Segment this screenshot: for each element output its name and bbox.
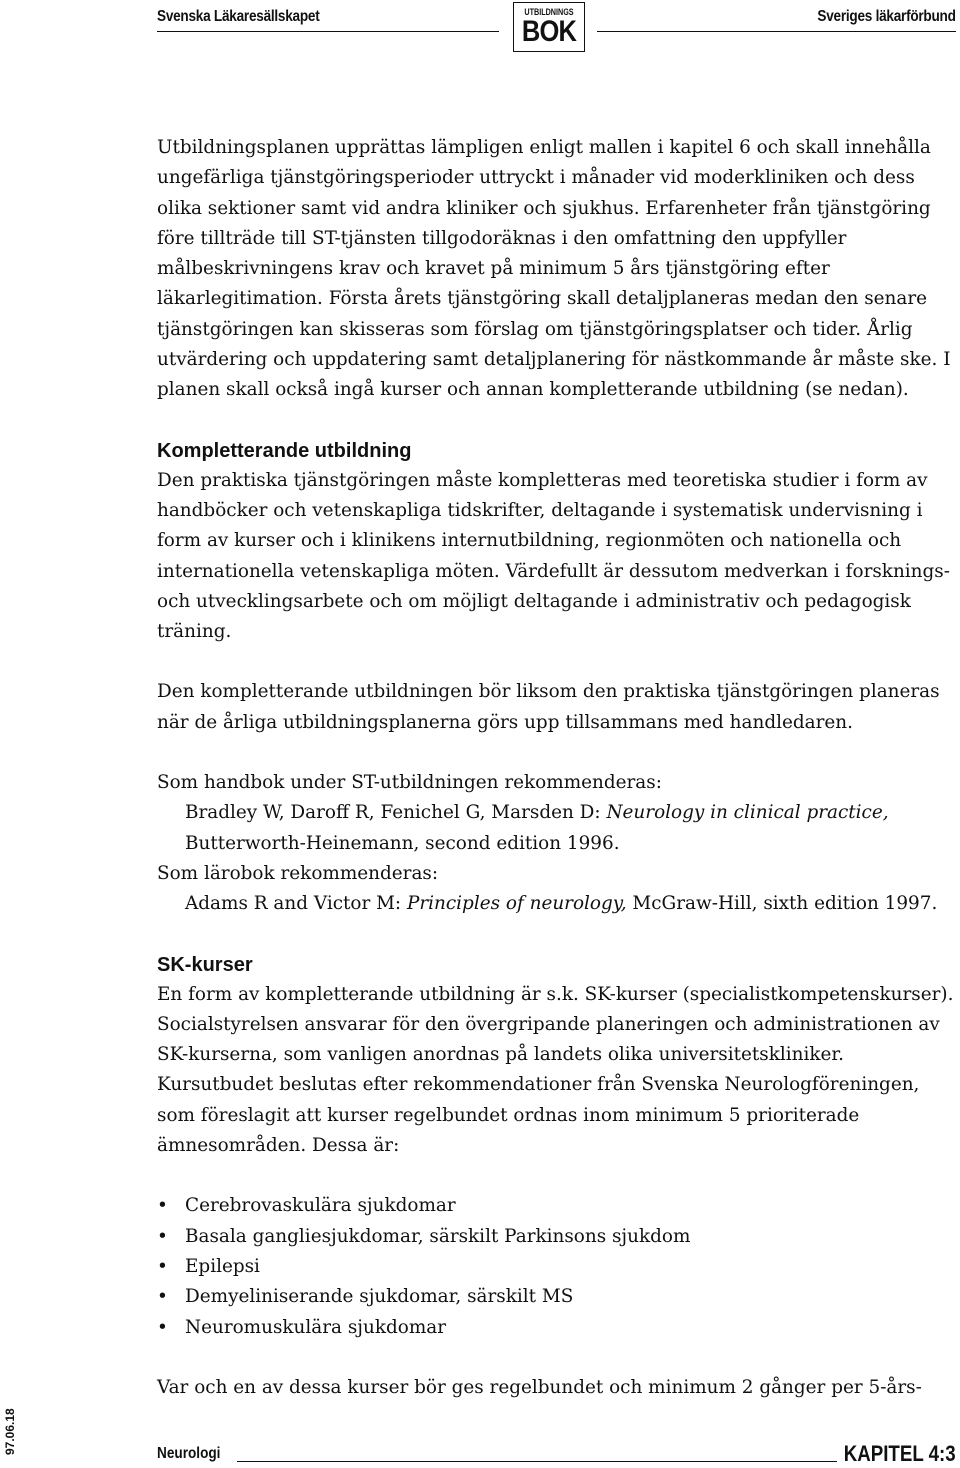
closing-paragraph: Var och en av dessa kurser bör ges regelbundet och minimum 2 gånger per 5-års- bbox=[157, 1376, 922, 1398]
list-item: • Neuromuskulära sjukdomar bbox=[157, 1313, 957, 1343]
list-item: • Demyeliniserande sjukdomar, särskilt MS bbox=[157, 1282, 957, 1312]
section1-paragraph2: Den kompletterande utbildningen bör liksom den praktiska tjänstgöringen planeras när de årliga utbildningsplanerna görs upp tillsammans med handledaren. bbox=[157, 681, 940, 733]
handbook-authors: Bradley W, Daroff R, Fenichel G, Marsden D: bbox=[185, 802, 607, 824]
page-content bbox=[157, 133, 957, 1403]
logo-main-text: BOK bbox=[521, 15, 577, 48]
list-item: • Epilepsi bbox=[157, 1252, 957, 1282]
handbook-publisher: Butterworth-Heinemann, second edition 1996. bbox=[185, 832, 620, 854]
handbook-label: Som handbok under ST-utbildningen rekommenderas: bbox=[157, 772, 662, 794]
footer-rule bbox=[237, 1461, 837, 1462]
section1-paragraph1: Den praktiska tjänstgöringen måste kompletteras med teoretiska studier i form av handböcker och vetenskapliga tidskrifter, deltagande i systematisk undervisning i form av kurser och i klinikens internutbildning, regionmöten och nationella och internationella vetenskapliga möten. Värdefullt är dessutom medverkan i forsknings- och utvecklingsarbete och om möjligt deltagande i administrativ och pedagogisk träning. bbox=[157, 469, 950, 643]
footer-date: 97.06.18 bbox=[3, 1408, 17, 1455]
header-rule-left bbox=[157, 31, 499, 32]
header-left-org: Svenska Läkaresällskapet bbox=[157, 8, 320, 25]
section-heading-kompletterande: Kompletterande utbildning bbox=[157, 439, 412, 462]
textbook-authors: Adams R and Victor M: bbox=[185, 893, 407, 915]
header-right-org: Sveriges läkarförbund bbox=[817, 8, 956, 25]
textbook-reference bbox=[157, 889, 957, 919]
handbook-reference bbox=[157, 798, 957, 828]
utbildningsbok-logo bbox=[513, 2, 585, 52]
footer-subject: Neurologi bbox=[157, 1445, 221, 1462]
header-rule-right bbox=[597, 31, 956, 32]
footer-chapter: KAPITEL 4:3 bbox=[844, 1441, 956, 1466]
priority-areas-list bbox=[157, 1191, 957, 1342]
textbook-publisher: McGraw-Hill, sixth edition 1997. bbox=[626, 893, 938, 915]
section2-paragraph1: En form av kompletterande utbildning är s.k. SK-kurser (specialistkompetenskurser). Socialstyrelsen ansvarar för den övergripande planeringen och administrationen av SK-kurserna, som vanligen anordnas på landets olika universitetskliniker. Kursutbudet beslutas efter rekommendationer från Svenska Neurologföreningen, som föreslagit att kurser regelbundet ordnas inom minimum 5 prioriterade ämnesområden. Dessa är: bbox=[157, 983, 954, 1157]
logo-top-text: UTBILDNINGS bbox=[524, 7, 574, 17]
textbook-title: Principles of neurology, bbox=[406, 893, 627, 915]
list-item: • Basala gangliesjukdomar, särskilt Parkinsons sjukdom bbox=[157, 1222, 957, 1252]
intro-paragraph: Utbildningsplanen upprättas lämpligen enligt mallen i kapitel 6 och skall innehålla ungefärliga tjänstgöringsperioder uttryckt i månader vid moderkliniken och dess olika sektioner samt vid andra kliniker och sjukhus. Erfarenheter från tjänstgöring före tillträde till ST-tjänsten tillgodoräknas i den omfattning den uppfyller målbeskrivningens krav och kravet på minimum 5 års tjänstgöring efter läkarlegitimation. Första årets tjänstgöring skall detaljplaneras medan den senare tjänstgöringen kan skisseras som förslag om tjänstgöringsplatser och tider. Årlig utvärdering och uppdatering samt detaljplanering för nästkommande år måste ske. I planen skall också ingå kurser och annan kompletterande utbildning (se nedan). bbox=[157, 137, 951, 401]
handbook-title: Neurology in clinical practice, bbox=[606, 802, 889, 824]
textbook-label: Som lärobok rekommenderas: bbox=[157, 862, 439, 884]
list-item: • Cerebrovaskulära sjukdomar bbox=[157, 1191, 957, 1221]
section-heading-sk-kurser: SK-kurser bbox=[157, 953, 253, 976]
